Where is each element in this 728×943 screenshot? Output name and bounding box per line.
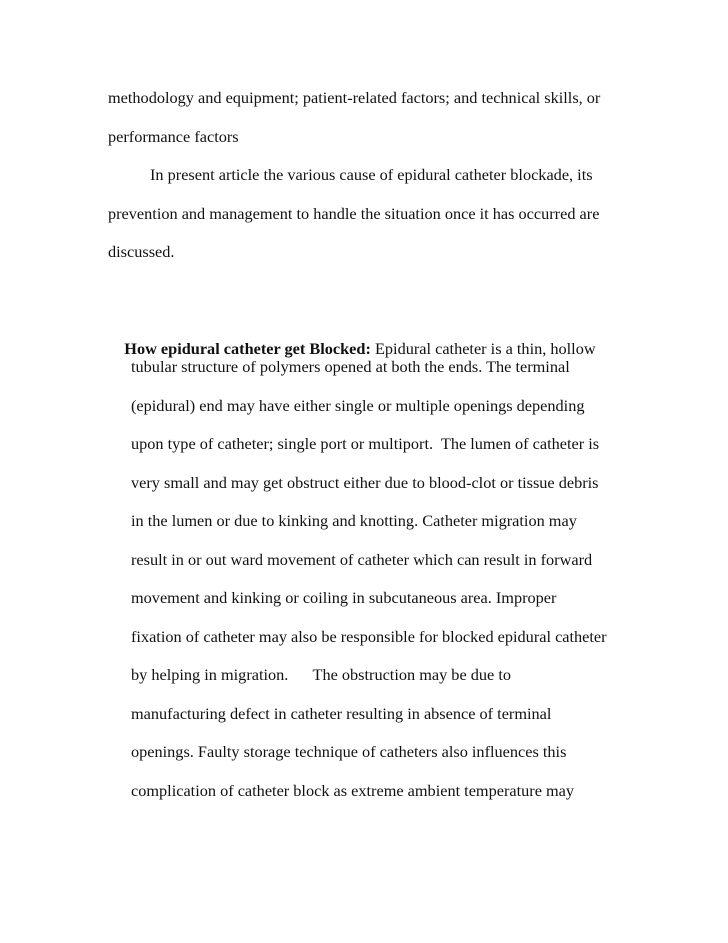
section-heading: How epidural catheter get Blocked: (124, 339, 371, 358)
text-line: upon type of catheter; single port or multiport. The lumen of catheter is (131, 434, 600, 453)
text-line: methodology and equipment; patient-related factors; and technical skills, or (108, 88, 601, 107)
text-line: in the lumen or due to kinking and knotting. Catheter migration may (131, 511, 577, 530)
text-line: by helping in migration. The obstruction may be due to (131, 665, 511, 684)
section-first-line-text: Epidural catheter is a thin, hollow (370, 339, 596, 358)
text-line: fixation of catheter may also be responsible for blocked epidural catheter (131, 627, 607, 646)
text-line: prevention and management to handle the situation once it has occurred are (108, 204, 600, 223)
text-line: tubular structure of polymers opened at both the ends. The terminal (131, 357, 570, 376)
text-line: complication of catheter block as extreme ambient temperature may (131, 781, 575, 800)
text-line: openings. Faulty storage technique of catheters also influences this (131, 742, 567, 761)
text-line: movement and kinking or coiling in subcutaneous area. Improper (131, 588, 557, 607)
text-line: manufacturing defect in catheter resulting in absence of terminal (131, 704, 552, 723)
text-line: In present article the various cause of epidural catheter blockade, its (150, 165, 593, 184)
text-line: discussed. (108, 242, 175, 261)
text-line: performance factors (108, 127, 239, 146)
text-line: very small and may get obstruct either due to blood-clot or tissue debris (131, 473, 599, 492)
text-line: result in or out ward movement of catheter which can result in forward (131, 550, 593, 569)
text-line: (epidural) end may have either single or multiple openings depending (131, 396, 585, 415)
